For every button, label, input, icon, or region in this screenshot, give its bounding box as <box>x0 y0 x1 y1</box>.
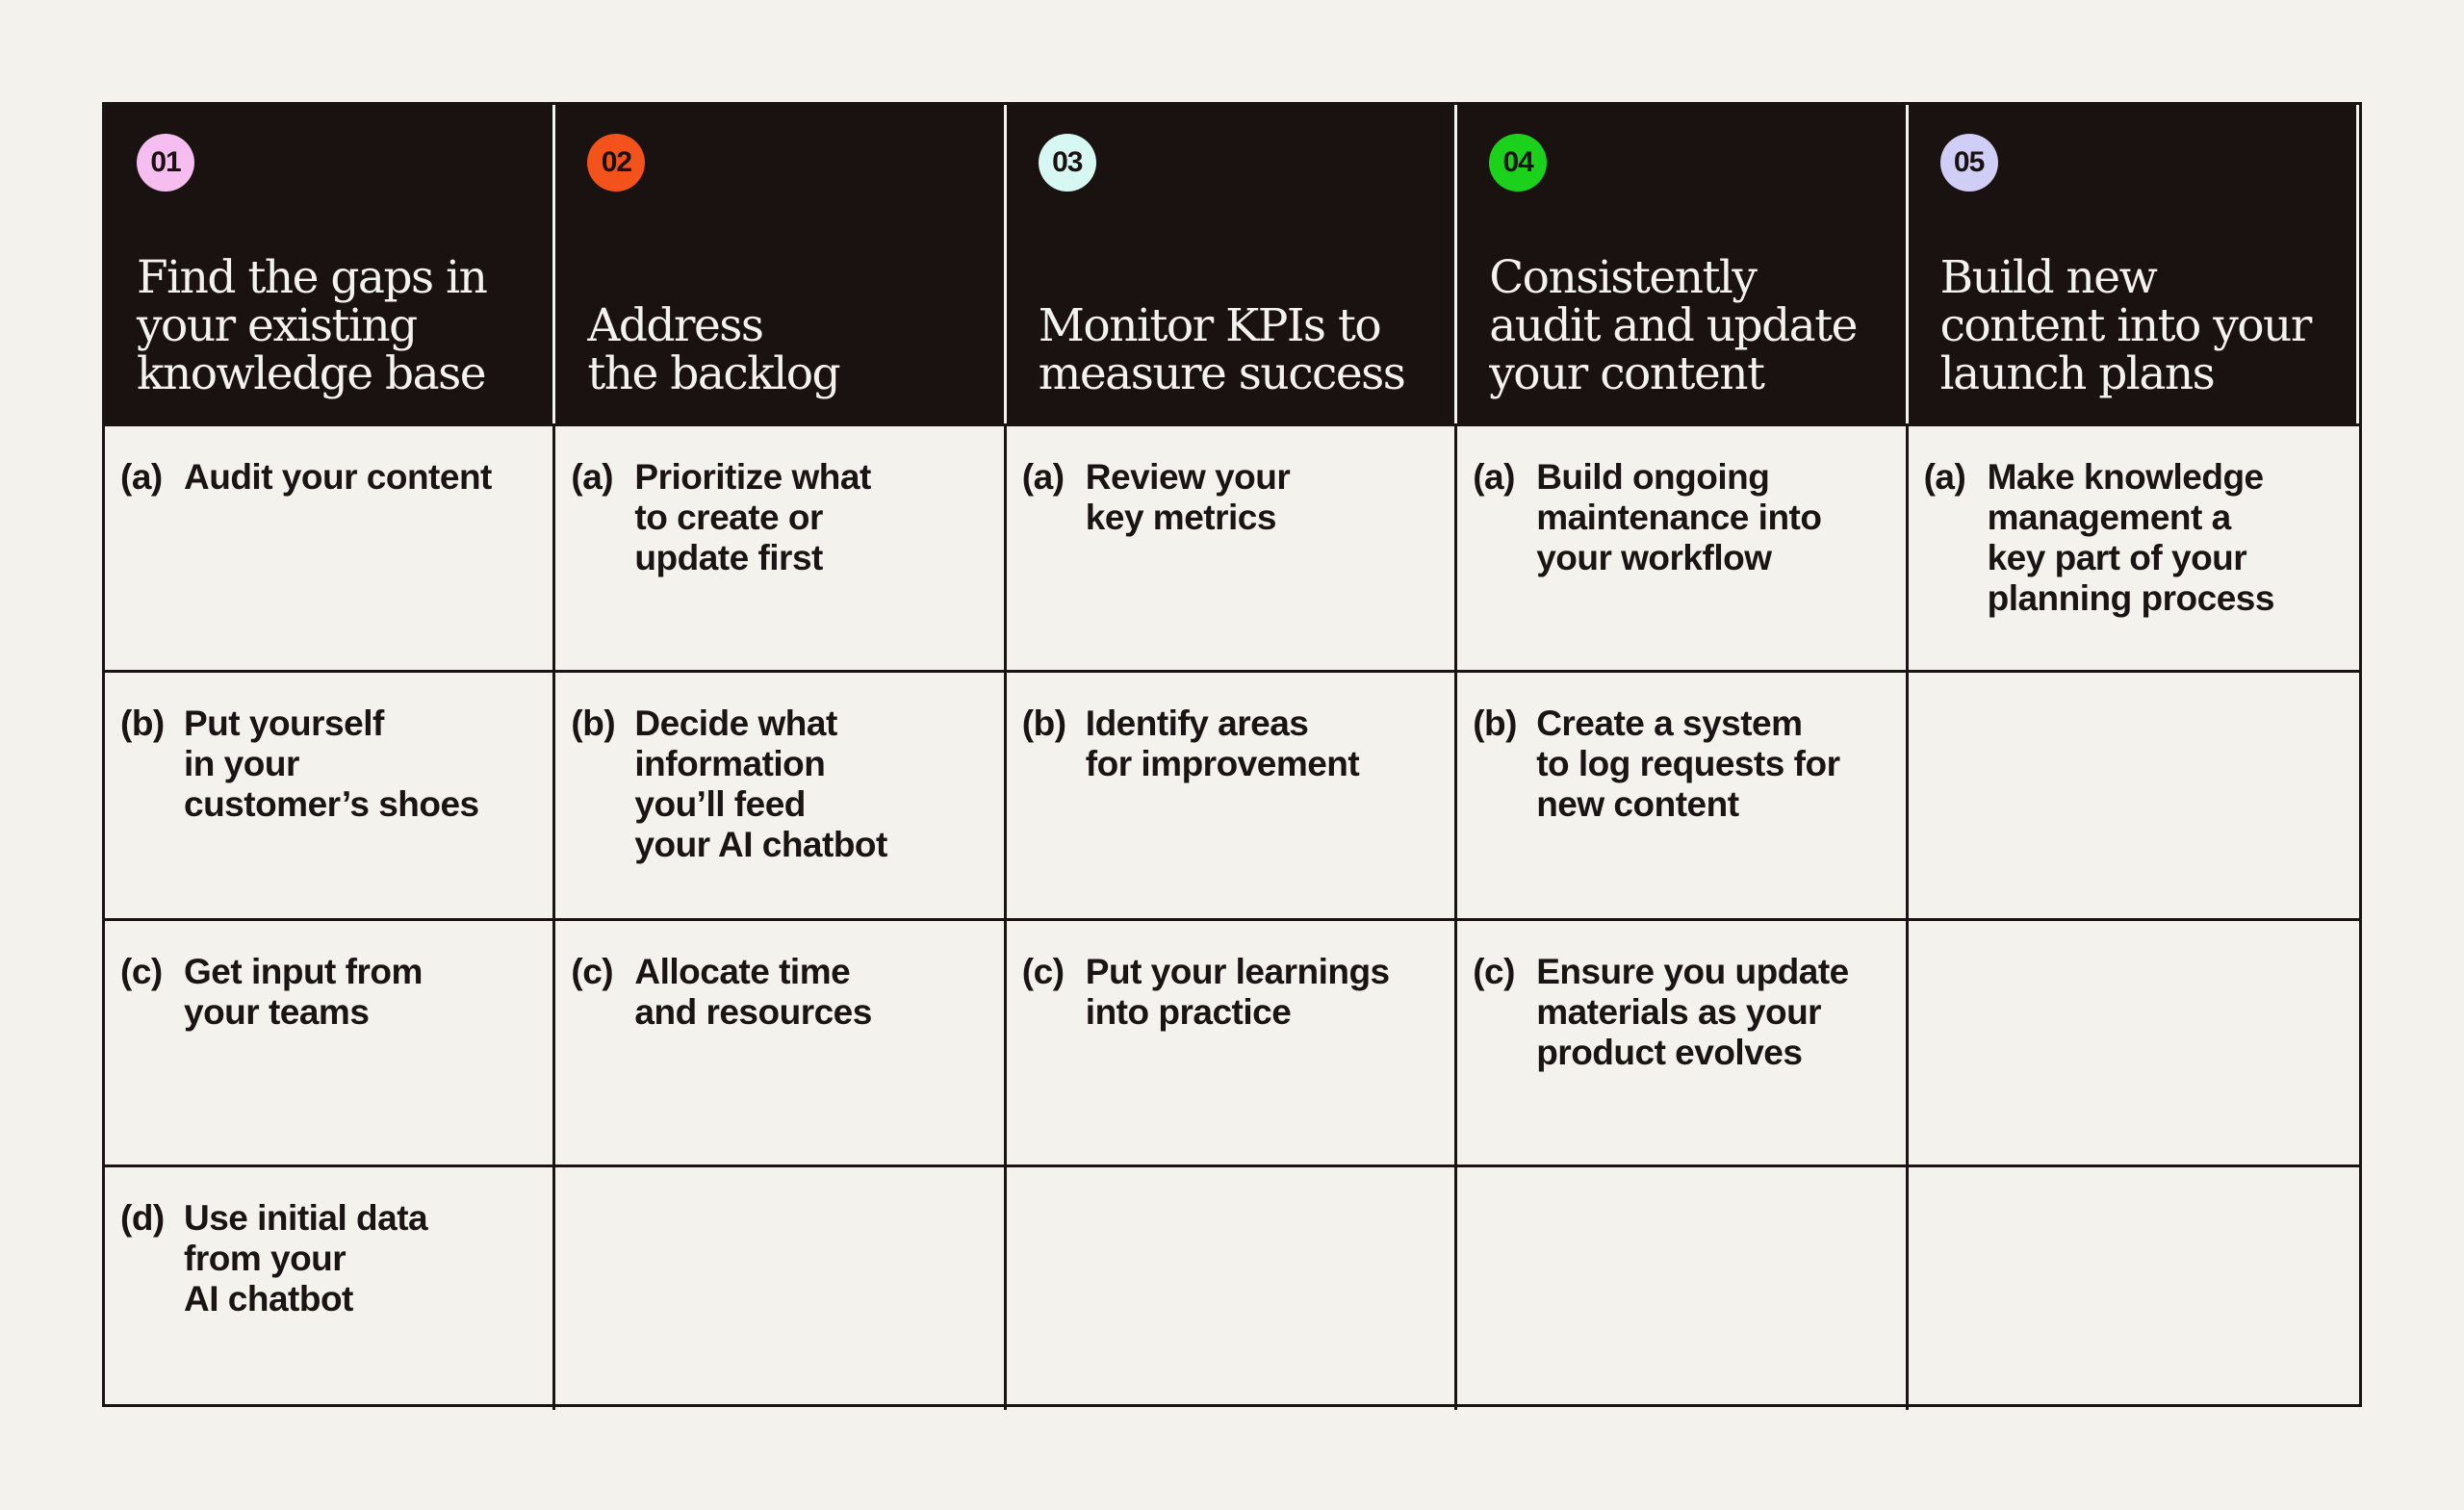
grid-cell <box>555 918 1006 1164</box>
grid-cell <box>105 423 555 670</box>
task-letter: (c) <box>571 952 614 991</box>
column-header-5 <box>1909 105 2359 423</box>
step-badge-5: 05 <box>1940 134 1998 192</box>
task-item <box>571 704 988 865</box>
grid-cell <box>105 1164 555 1410</box>
task-letter: (c) <box>1473 952 1515 991</box>
task-letter: (a) <box>120 457 163 497</box>
grid-cell-empty <box>1909 1164 2359 1410</box>
grid-cell-empty <box>1457 1164 1908 1410</box>
step-badge-1: 01 <box>137 134 194 192</box>
task-text: Get input from your teams <box>184 952 423 1032</box>
task-text: Ensure you update materials as your product evolves <box>1536 952 1849 1072</box>
task-letter: (b) <box>1473 704 1517 743</box>
task-letter: (c) <box>1021 952 1065 991</box>
step-title-2: Address the backlog <box>587 299 840 400</box>
task-letter: (a) <box>1923 457 1966 497</box>
task-text: Put yourself in your customer’s shoes <box>184 704 479 824</box>
grid-cell <box>555 423 1006 670</box>
grid-cell-empty <box>555 1164 1006 1410</box>
grid-cell <box>1457 918 1908 1164</box>
task-item <box>120 1198 537 1319</box>
task-item <box>1473 457 1889 578</box>
task-item <box>1473 704 1889 825</box>
step-title-5: Build new content into your launch plans <box>1939 251 2311 400</box>
step-title-4: Consistently audit and update your content <box>1489 251 1857 400</box>
step-badge-3: 03 <box>1039 134 1096 192</box>
task-item <box>120 704 537 825</box>
step-badge-2: 02 <box>587 134 645 192</box>
task-text: Prioritize what to create or update first <box>634 457 871 577</box>
column-header-2 <box>555 105 1006 423</box>
step-title-1: Find the gaps in your existing knowledge base <box>137 251 487 400</box>
grid-cell <box>1457 670 1908 918</box>
column-header-3 <box>1007 105 1457 423</box>
grid-cell-empty <box>1909 918 2359 1164</box>
task-letter: (a) <box>1021 457 1065 497</box>
task-text: Identify areas for improvement <box>1085 704 1360 783</box>
task-item <box>571 457 988 578</box>
step-title-3: Monitor KPIs to measure success <box>1038 299 1405 400</box>
grid-cell-empty <box>1007 1164 1457 1410</box>
task-text: Make knowledge management a key part of your planning process <box>1987 457 2274 618</box>
grid-cell-empty <box>1909 670 2359 918</box>
grid-cell <box>105 918 555 1164</box>
task-item <box>1022 704 1439 784</box>
task-text: Review your key metrics <box>1085 457 1291 537</box>
task-text: Decide what information you’ll feed your AI chatbot <box>634 704 887 864</box>
task-text: Build ongoing maintenance into your workflow <box>1536 457 1822 577</box>
task-item <box>1022 457 1439 538</box>
steps-grid <box>102 102 2362 1407</box>
task-item <box>120 457 537 498</box>
grid-cell <box>1007 918 1457 1164</box>
task-letter: (b) <box>1021 704 1066 743</box>
task-item <box>120 952 537 1033</box>
grid-cell <box>1457 423 1908 670</box>
grid-cell <box>1007 423 1457 670</box>
step-badge-4: 04 <box>1489 134 1547 192</box>
task-letter: (b) <box>120 704 165 743</box>
task-item <box>571 952 988 1033</box>
task-text: Audit your content <box>184 457 492 497</box>
grid-cell <box>105 670 555 918</box>
task-letter: (a) <box>571 457 614 497</box>
task-letter: (d) <box>120 1198 165 1238</box>
column-header-4 <box>1457 105 1908 423</box>
task-item <box>1473 952 1889 1073</box>
grid-cell <box>1909 423 2359 670</box>
task-item <box>1924 457 2344 619</box>
task-text: Allocate time and resources <box>634 952 872 1032</box>
grid-cell <box>1007 670 1457 918</box>
task-letter: (b) <box>571 704 616 743</box>
task-item <box>1022 952 1439 1033</box>
task-letter: (c) <box>120 952 163 991</box>
task-letter: (a) <box>1473 457 1515 497</box>
grid-cell <box>555 670 1006 918</box>
task-text: Use initial data from your AI chatbot <box>184 1198 428 1318</box>
column-header-1 <box>105 105 555 423</box>
task-text: Put your learnings into practice <box>1085 952 1390 1032</box>
task-text: Create a system to log requests for new content <box>1536 704 1840 824</box>
